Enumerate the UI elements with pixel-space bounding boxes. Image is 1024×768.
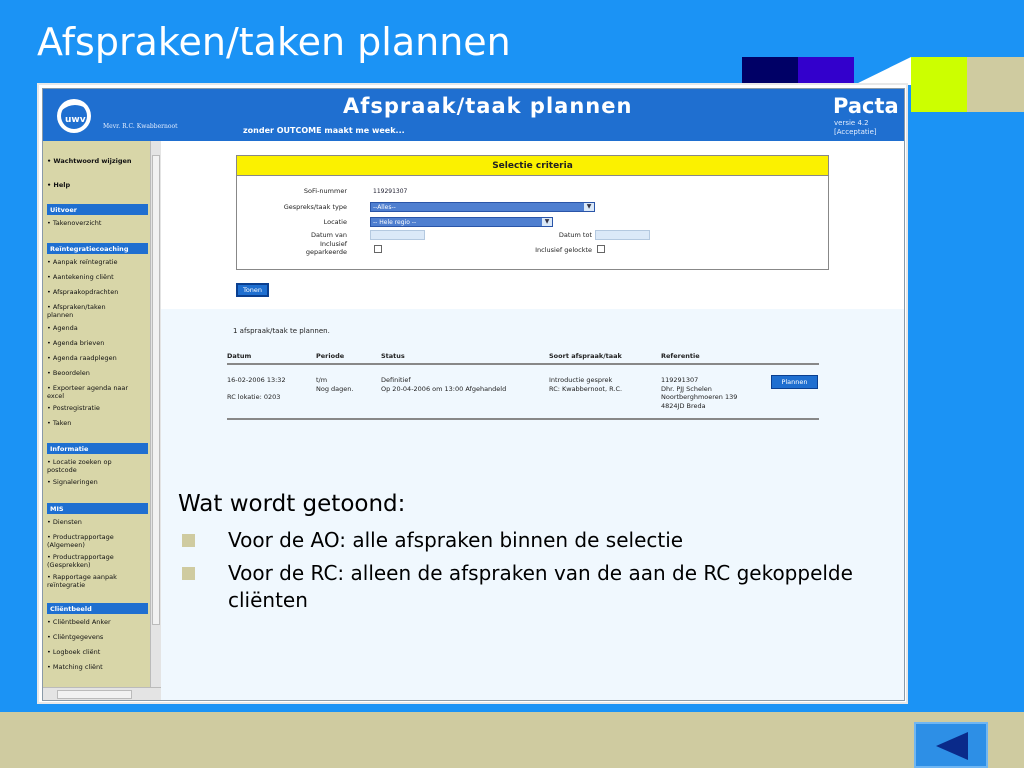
table-footer-divider: [227, 418, 819, 420]
cell-status: [381, 376, 506, 393]
main-content: [161, 141, 905, 701]
sidebar: [43, 141, 161, 701]
sidebar-item-productrapportage-gesprekken[interactable]: • Productrapportage (Gesprekken): [47, 553, 114, 569]
deco-lime-square: [911, 57, 967, 112]
sidebar-section-clientbeeld: Cliëntbeeld: [47, 603, 148, 614]
referentie-line4: 4824JD Breda: [661, 401, 706, 410]
list-item: [178, 560, 878, 614]
geparkeerde-label-line1: Inclusief: [319, 240, 347, 248]
notes-heading: Wat wordt getoond:: [178, 491, 406, 517]
locatie-select[interactable]: [370, 217, 553, 227]
sidebar-item-clientbeeld-anker[interactable]: • Cliëntbeeld Anker: [47, 618, 111, 626]
app-screenshot: [37, 83, 908, 704]
column-header-status[interactable]: Status: [381, 352, 405, 360]
bullet-square-icon: [182, 567, 195, 580]
app-subtitle: zonder OUTCOME maakt me week...: [243, 126, 405, 135]
list-item: [178, 527, 878, 554]
sidebar-item-signaleringen[interactable]: • Signaleringen: [47, 478, 98, 486]
sidebar-item-logboek-client[interactable]: • Logboek cliënt: [47, 648, 101, 656]
app-brand: Pacta: [833, 94, 899, 118]
status-line1: Definitief: [381, 376, 411, 384]
status-line2: Op 20-04-2006 om 13:00 Afgehandeld: [381, 384, 507, 393]
sidebar-item-agenda-brieven[interactable]: • Agenda brieven: [47, 339, 105, 347]
locatie-select-value: -- Hele regio --: [373, 219, 417, 226]
deco-khaki-square: [967, 57, 1024, 112]
geparkeerde-label-line2: geparkeerde: [305, 248, 347, 256]
criteria-title: Selectie criteria: [237, 156, 828, 176]
column-header-periode[interactable]: Periode: [316, 352, 345, 360]
version-environment: [Acceptatie]: [834, 128, 877, 136]
cell-referentie: [661, 376, 737, 410]
sidebar-item-beoordelen[interactable]: • Beoordelen: [47, 369, 90, 377]
sidebar-horizontal-scrollbar[interactable]: [43, 687, 161, 701]
periode-line2: Nog dagen.: [316, 384, 354, 393]
column-header-referentie[interactable]: Referentie: [661, 352, 700, 360]
sidebar-item-afspraakopdrachten[interactable]: • Afspraakopdrachten: [47, 288, 119, 296]
referentie-line3: Noortberghmoeren 139: [661, 393, 738, 401]
soort-line2: RC: Kwabbernoot, R.C.: [549, 384, 623, 393]
sidebar-item-taken[interactable]: • Taken: [47, 419, 72, 427]
back-button[interactable]: [914, 722, 988, 768]
svg-text:uwv: uwv: [65, 115, 86, 125]
slide-notes: [178, 491, 878, 620]
tonen-button[interactable]: Tonen: [236, 283, 269, 297]
deco-white-block: [854, 57, 911, 85]
sofi-label: SoFi-nummer: [303, 187, 347, 195]
datum-tot-input[interactable]: [595, 230, 650, 240]
form-area: [161, 141, 905, 309]
sidebar-section-mis: MIS: [47, 503, 148, 514]
deco-violet-square: [798, 57, 854, 85]
column-header-datum[interactable]: Datum: [227, 352, 252, 360]
chevron-down-icon: ▼: [542, 218, 552, 226]
deco-navy-square: [742, 57, 798, 85]
bottom-band: [0, 712, 1024, 768]
type-select-value: --Alles--: [373, 204, 396, 211]
type-label: Gespreks/taak type: [283, 203, 347, 211]
soort-line1: Introductie gesprek: [549, 376, 613, 384]
sidebar-item-diensten[interactable]: • Diensten: [47, 518, 82, 526]
geparkeerde-label: [257, 240, 347, 256]
scrollbar-thumb[interactable]: [152, 155, 160, 625]
referentie-line1: 119291307: [661, 376, 699, 384]
bullet-text: Voor de AO: alle afspraken binnen de selectie: [228, 528, 684, 552]
column-header-soort[interactable]: Soort afspraak/taak: [549, 352, 622, 360]
app-header: [43, 89, 905, 141]
sidebar-item-agenda[interactable]: • Agenda: [47, 324, 78, 332]
sidebar-item-agenda-raadplegen[interactable]: • Agenda raadplegen: [47, 354, 117, 362]
sidebar-item-aanpak-reintegratie[interactable]: • Aanpak reïntegratie: [47, 258, 118, 266]
sidebar-item-matching-client[interactable]: • Matching cliënt: [47, 663, 103, 671]
referentie-line2: Dhr. PJJ Schelen: [661, 384, 712, 393]
sidebar-item-exporteer-agenda[interactable]: • Exporteer agenda naar excel: [47, 384, 129, 400]
bullet-square-icon: [182, 534, 195, 547]
sidebar-item-productrapportage-algemeen[interactable]: • Productrapportage (Algemeen): [47, 533, 114, 549]
slide-title: Afspraken/taken plannen: [37, 20, 511, 64]
user-name: Mevr. R.C. Kwabbernoot: [103, 123, 178, 130]
bullet-text: Voor de RC: alleen de afspraken van de aan de RC gekoppelde cliënten: [228, 561, 853, 612]
plannen-button[interactable]: Plannen: [771, 375, 818, 389]
sidebar-item-postregistratie[interactable]: • Postregistratie: [47, 404, 100, 412]
sidebar-item-help[interactable]: • Help: [47, 181, 71, 189]
cell-datum: 16-02-2006 13:32: [227, 376, 286, 384]
datum-tot-label: Datum tot: [558, 231, 592, 239]
sidebar-item-aantekening-client[interactable]: • Aantekening cliënt: [47, 273, 114, 281]
table-header-divider: [227, 363, 819, 365]
cell-soort: [549, 376, 622, 393]
sidebar-item-wachtwoord[interactable]: • Wachtwoord wijzigen: [47, 157, 132, 165]
version-number: versie 4.2: [834, 119, 869, 127]
gelockte-label: Inclusief gelockte: [535, 246, 592, 254]
result-count: 1 afspraak/taak te plannen.: [233, 327, 330, 335]
type-select[interactable]: [370, 202, 595, 212]
sidebar-section-uitvoer: Uitvoer: [47, 204, 148, 215]
app-version: [834, 119, 877, 137]
sidebar-item-takenoverzicht[interactable]: • Takenoverzicht: [47, 219, 102, 227]
sofi-value: 119291307: [370, 186, 420, 196]
periode-line1: t/m: [316, 376, 328, 384]
sidebar-item-locatie-zoeken[interactable]: • Locatie zoeken op postcode: [47, 458, 112, 474]
chevron-down-icon: ▼: [584, 203, 594, 211]
datum-van-label: Datum van: [310, 231, 347, 239]
uwv-logo-icon[interactable]: [51, 97, 97, 135]
selection-criteria-panel: [236, 155, 829, 270]
cell-rc-lokatie: RC lokatie: 0203: [227, 393, 281, 401]
sidebar-section-informatie: Informatie: [47, 443, 148, 454]
datum-van-input[interactable]: [370, 230, 425, 240]
app-page-title: Afspraak/taak plannen: [343, 94, 633, 118]
geparkeerde-checkbox[interactable]: [374, 245, 382, 253]
cell-periode: [316, 376, 353, 393]
scrollbar-thumb[interactable]: [57, 690, 132, 699]
back-triangle-icon: [934, 731, 970, 761]
sidebar-item-afspraken-taken-plannen[interactable]: • Afspraken/taken plannen: [47, 303, 106, 319]
sidebar-vertical-scrollbar[interactable]: [150, 141, 161, 687]
sidebar-item-rapportage-aanpak[interactable]: • Rapportage aanpak reïntegratie: [47, 573, 117, 589]
app-window: [42, 88, 905, 701]
locatie-label: Locatie: [323, 218, 347, 226]
sidebar-item-clientgegevens[interactable]: • Cliëntgegevens: [47, 633, 104, 641]
sidebar-section-reintegratiecoaching: Reïntegratiecoaching: [47, 243, 148, 254]
gelockte-checkbox[interactable]: [597, 245, 605, 253]
